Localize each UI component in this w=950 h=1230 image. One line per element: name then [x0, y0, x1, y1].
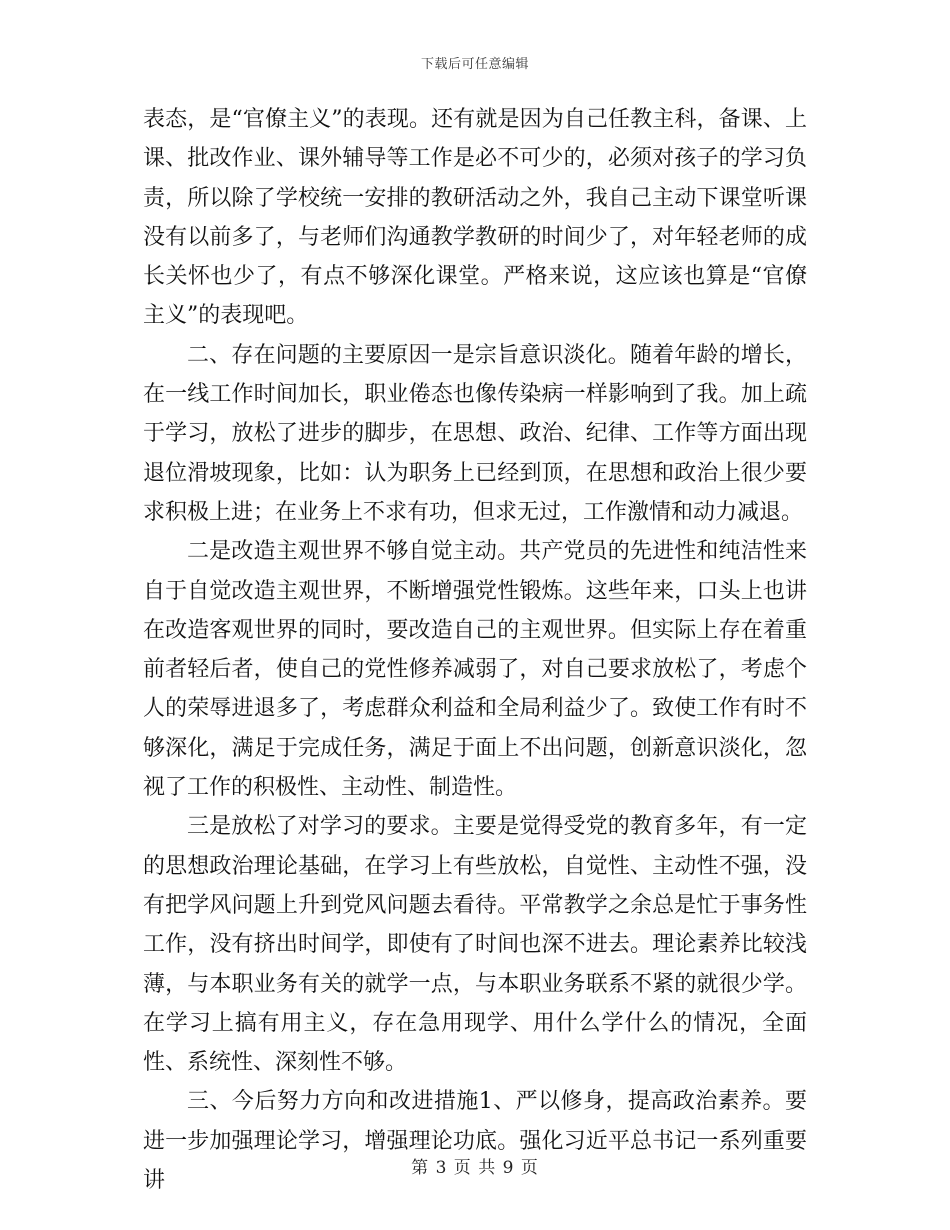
paragraph-1: 表态，是“官僚主义”的表现。还有就是因为自己任教主科，备课、上课、批改作业、课外辅导等工作是必不可少的，必须对孩子的学习负责，所以除了学校统一安排的教研活动之外，我自己主动下课堂听课没有以前多了，与老师们沟通教学教研的时间少了，对年轻老师的成长关怀也少了，有点不够深化课堂。严格来说，这应该也算是“官僚主义”的表现吧。: [143, 107, 807, 329]
paragraph-5: 三、今后努力方向和改进措施1、严以修身，提高政治素养。要进一步加强理论学习，增强理论功底。强化习近平总书记一系列重要讲: [143, 1089, 807, 1194]
paragraph-2: 二、存在问题的主要原因一是宗旨意识淡化。随着年龄的增长，在一线工作时间加长，职业倦态也像传染病一样影响到了我。加上疏于学习，放松了进步的脚步，在思想、政治、纪律、工作等方面出现退位滑坡现象，比如：认为职务上已经到顶，在思想和政治上很少要求积极上进；在业务上不求有功，但求无过，工作激情和动力减退。: [143, 342, 807, 525]
page-number-footer: 第 3 页 共 9 页: [411, 1158, 539, 1178]
paragraph-4: 三是放松了对学习的要求。主要是觉得受党的教育多年，有一定的思想政治理论基础，在学习上有些放松，自觉性、主动性不强，没有把学风问题上升到党风问题去看待。平常教学之余总是忙于事务性工作，没有挤出时间学，即使有了时间也深不进去。理论素养比较浅薄，与本职业务有关的就学一点，与本职业务联系不紧的就很少学。在学习上搞有用主义，存在急用现学、用什么学什么的情况，全面性、系统性、深刻性不够。: [143, 814, 807, 1076]
document-body: [143, 100, 807, 1200]
paragraph-3: 二是改造主观世界不够自觉主动。共产党员的先进性和纯洁性来自于自觉改造主观世界，不断增强党性锻炼。这些年来，口头上也讲在改造客观世界的同时，要改造自己的主观世界。但实际上存在着重前者轻后者，使自己的党性修养减弱了，对自己要求放松了，考虑个人的荣辱进退多了，考虑群众利益和全局利益少了。致使工作有时不够深化，满足于完成任务，满足于面上不出问题，创新意识淡化，忽视了工作的积极性、主动性、制造性。: [143, 539, 807, 801]
page-header: 下载后可任意编辑: [420, 57, 529, 72]
